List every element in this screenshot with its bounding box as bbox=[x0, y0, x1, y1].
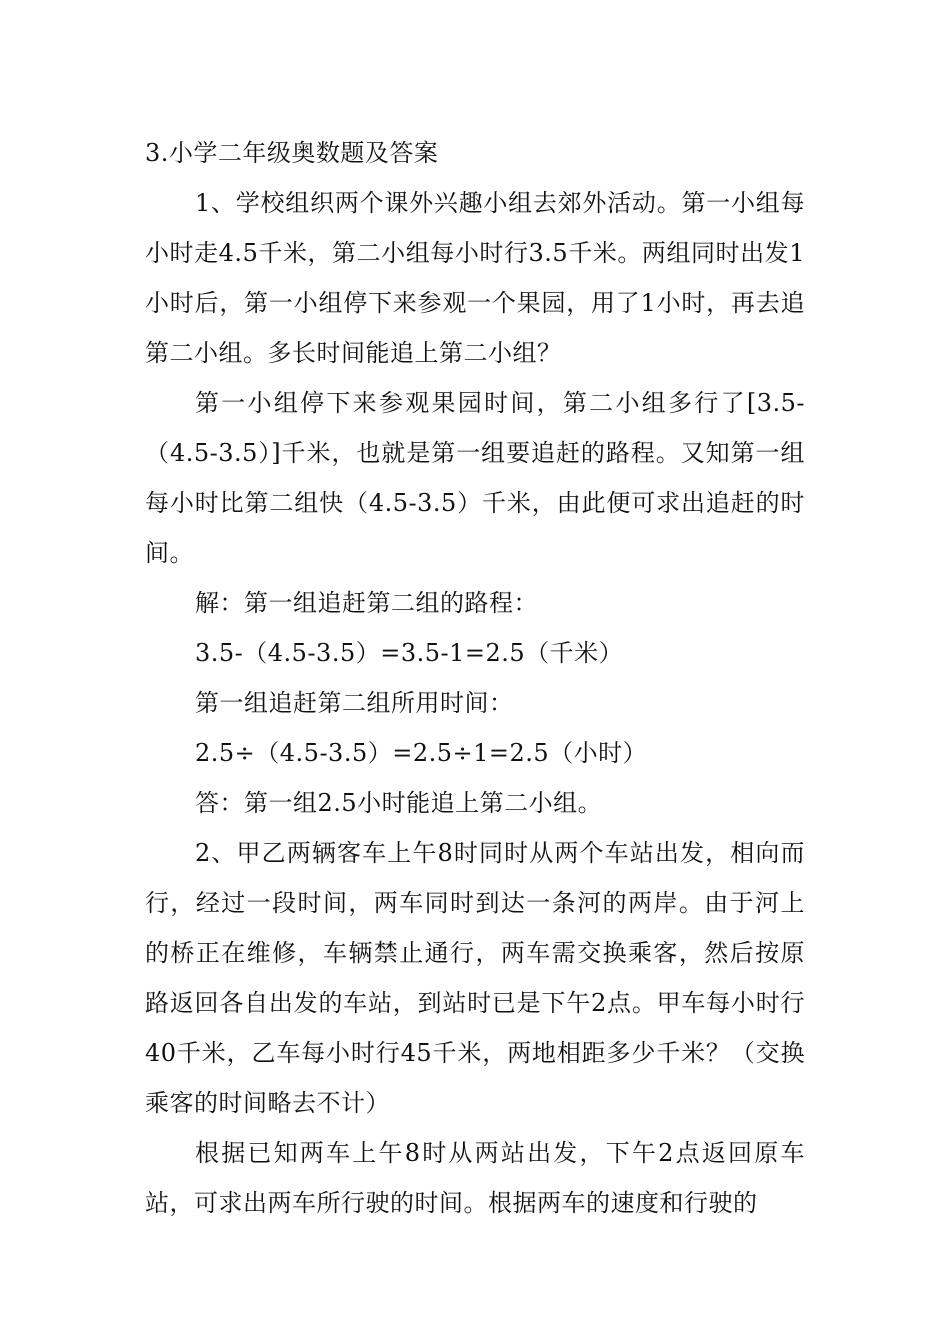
question-1-step-1: 3.5-（4.5-3.5）=3.5-1=2.5（千米） bbox=[195, 639, 624, 667]
document-body bbox=[145, 128, 805, 1228]
question-1-analysis: 第一小组停下来参观果园时间，第二小组多行了[3.5-（4.5-3.5）]千米，也就是第一组要追赶的路程。又知第一组每小时比第二组快（4.5-3.5）千米，由此便可求出追赶的时间。 bbox=[145, 389, 805, 567]
question-1: 1、学校组织两个课外兴趣小组去郊外活动。第一小组每小时走4.5千米，第二小组每小时行3.5千米。两组同时出发1小时后，第一小组停下来参观一个果园，用了1小时，再去追第二小组。多长时间能追上第二小组？ bbox=[145, 189, 805, 367]
document-title: 3.小学二年级奥数题及答案 bbox=[145, 139, 439, 167]
question-1-answer: 答：第一组2.5小时能追上第二小组。 bbox=[195, 789, 603, 817]
question-2: 2、甲乙两辆客车上午8时同时从两个车站出发，相向而行，经过一段时间，两车同时到达一条河的两岸。由于河上的桥正在维修，车辆禁止通行，两车需交换乘客，然后按原路返回各自出发的车站，到站时已是下午2点。甲车每小时行40千米，乙车每小时行45千米，两地相距多少千米？（交换乘客的时间略去不计） bbox=[145, 839, 805, 1117]
question-2-analysis: 根据已知两车上午8时从两站出发，下午2点返回原车站，可求出两车所行驶的时间。根据两车的速度和行驶的 bbox=[145, 1139, 805, 1217]
question-1-step-2: 2.5÷（4.5-3.5）=2.5÷1=2.5（小时） bbox=[195, 739, 648, 767]
question-1-step-2-label: 第一组追赶第二组所用时间： bbox=[195, 689, 514, 717]
question-1-solution-label: 解：第一组追赶第二组的路程： bbox=[195, 589, 538, 617]
